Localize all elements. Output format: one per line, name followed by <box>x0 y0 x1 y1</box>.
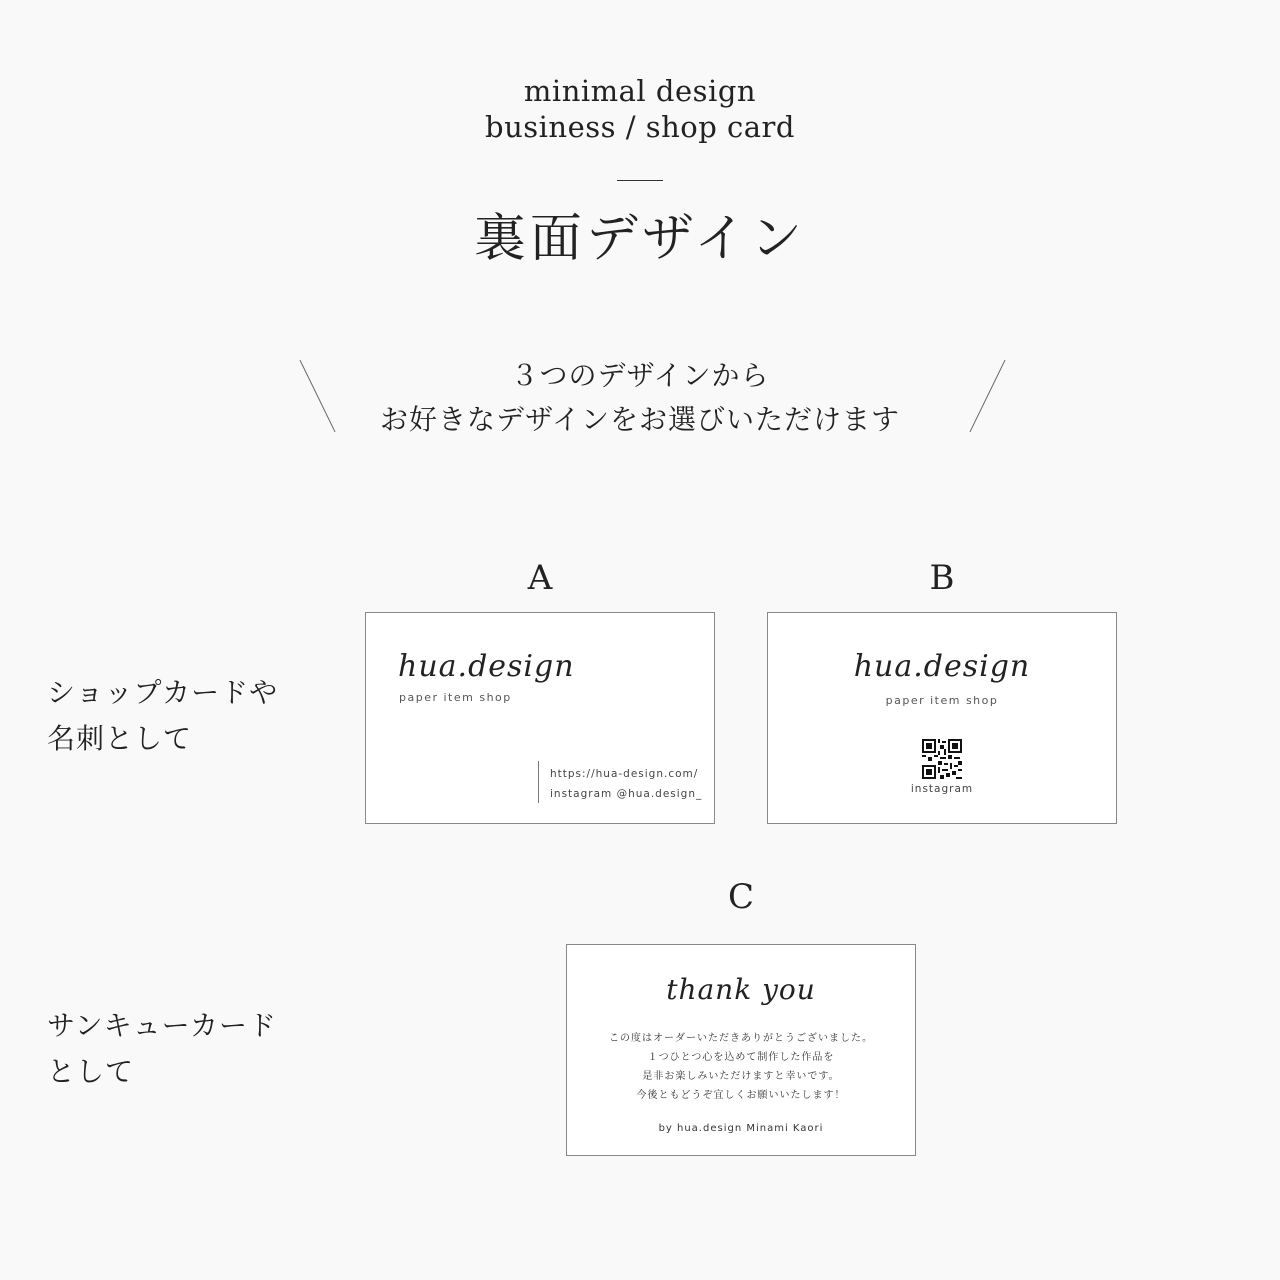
shop-card-caption <box>47 670 278 762</box>
design-label-c: C <box>727 877 754 917</box>
card-c-message-line3: 是非お楽しみいただけますと幸いです。 <box>642 1071 840 1082</box>
header-divider <box>617 180 663 181</box>
card-a-logo: hua.design <box>398 649 575 684</box>
card-c-message-line4: 今後ともどうぞ宜しくお願いいたします！ <box>636 1090 846 1101</box>
intro-line1: ３つのデザインから <box>510 359 770 392</box>
qr-code-icon <box>922 739 962 779</box>
card-b-logo: hua.design <box>853 649 1031 684</box>
card-c-thank-you-script: thank you <box>666 973 816 1006</box>
page-title: 裏面デザイン <box>473 209 807 269</box>
card-c-signature: by hua.design Minami Kaori <box>658 1123 824 1134</box>
header-subtitle-line2: business / shop card <box>485 110 795 144</box>
design-label-a: A <box>527 558 553 598</box>
card-design-b <box>767 612 1117 824</box>
thank-you-card-caption <box>47 1003 277 1095</box>
card-b-tagline: paper item shop <box>885 694 999 707</box>
card-b-instagram: instagram <box>910 783 974 795</box>
header-subtitle-line1: minimal design <box>523 74 757 108</box>
intro-line2: お好きなデザインをお選びいただけます <box>379 403 901 436</box>
card-a-vertical-rule <box>538 761 539 803</box>
card-a-url: https://hua-design.com/ <box>550 768 699 780</box>
card-c-message-line2: １つひとつ心を込めて制作した作品を <box>647 1052 835 1063</box>
design-label-b: B <box>929 558 955 598</box>
card-a-tagline: paper item shop <box>399 691 512 704</box>
shop-card-caption-line2: 名刺として <box>47 722 193 755</box>
card-c-message-line1: この度はオーダーいただきありがとうございました。 <box>609 1033 873 1044</box>
card-design-c <box>566 944 916 1156</box>
shop-card-caption-line1: ショップカードや <box>47 676 279 709</box>
thank-you-card-caption-line2: として <box>47 1055 135 1088</box>
card-design-a <box>365 612 715 824</box>
card-a-instagram: instagram @hua.design_ <box>550 788 703 800</box>
thank-you-card-caption-line1: サンキューカード <box>47 1009 278 1042</box>
